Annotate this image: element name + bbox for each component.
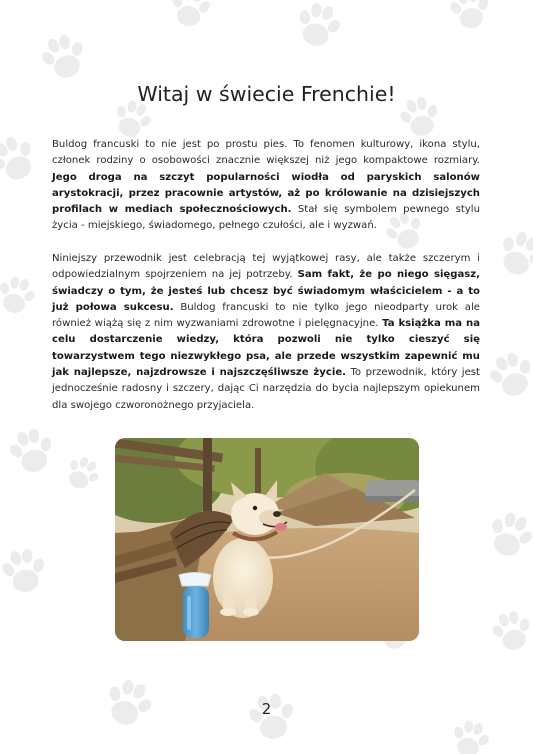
text-run: Niniejszy przewodnik jest celebracją tej wyjątkowej rasy, ale także szczerym i odpowiedzialnym spojrzeniem na jej potrzeby.: [52, 253, 480, 281]
bold-text-run: Jego droga na szczyt popularności wiodła od paryskich salonów arystokracji, przez pracownie artystów, aż po królowanie na dzisiejszych profilach w mediach społecznościowych.: [52, 171, 480, 216]
text-run: Stał się symbolem pewnego stylu życia - miejskiego, świadomego, pełnego czułości, ale i wyzwań.: [52, 204, 480, 232]
page-title: Witaj w świecie Frenchie!: [137, 82, 396, 106]
text-run: Buldog francuski to nie tylko jego nieodparty urok ale również wiążą się z nim wyzwaniami zdrowotne i pielęgnacyjne.: [52, 301, 480, 330]
page-number: 2: [261, 700, 272, 718]
french-bulldog-photo: [115, 438, 419, 641]
bold-text-run: Sam fakt, że po niego sięgasz, świadczy o tym, że jesteś lub chcesz być świadomym właścicielem - a to już połowa sukcesu.: [52, 269, 481, 313]
guide-paragraph: [52, 251, 480, 414]
text-run: To przewodnik, który jest jednocześnie radosny i szczery, dając Ci narzędzia do bycia najlepszym opiekunem dla swojego czworonożnego przyjaciela.: [52, 367, 480, 411]
text-run: Buldog francuski to nie jest po prostu pies. To fenomen kulturowy, ikona stylu, członek rodziny o osobowości znacznie większej niż jego kompaktowe rozmiary.: [52, 139, 480, 167]
bold-text-run: Ta książka ma na celu dostarczenie wiedzy, która pozwoli nie tylko cieszyć się towarzystwem tego niezwykłego psa, ale przede wszystkim zapewnić mu jak najlepsze, najzdrowsze i najszczęśliwsze życie.: [52, 318, 481, 379]
intro-paragraph: [52, 137, 480, 235]
